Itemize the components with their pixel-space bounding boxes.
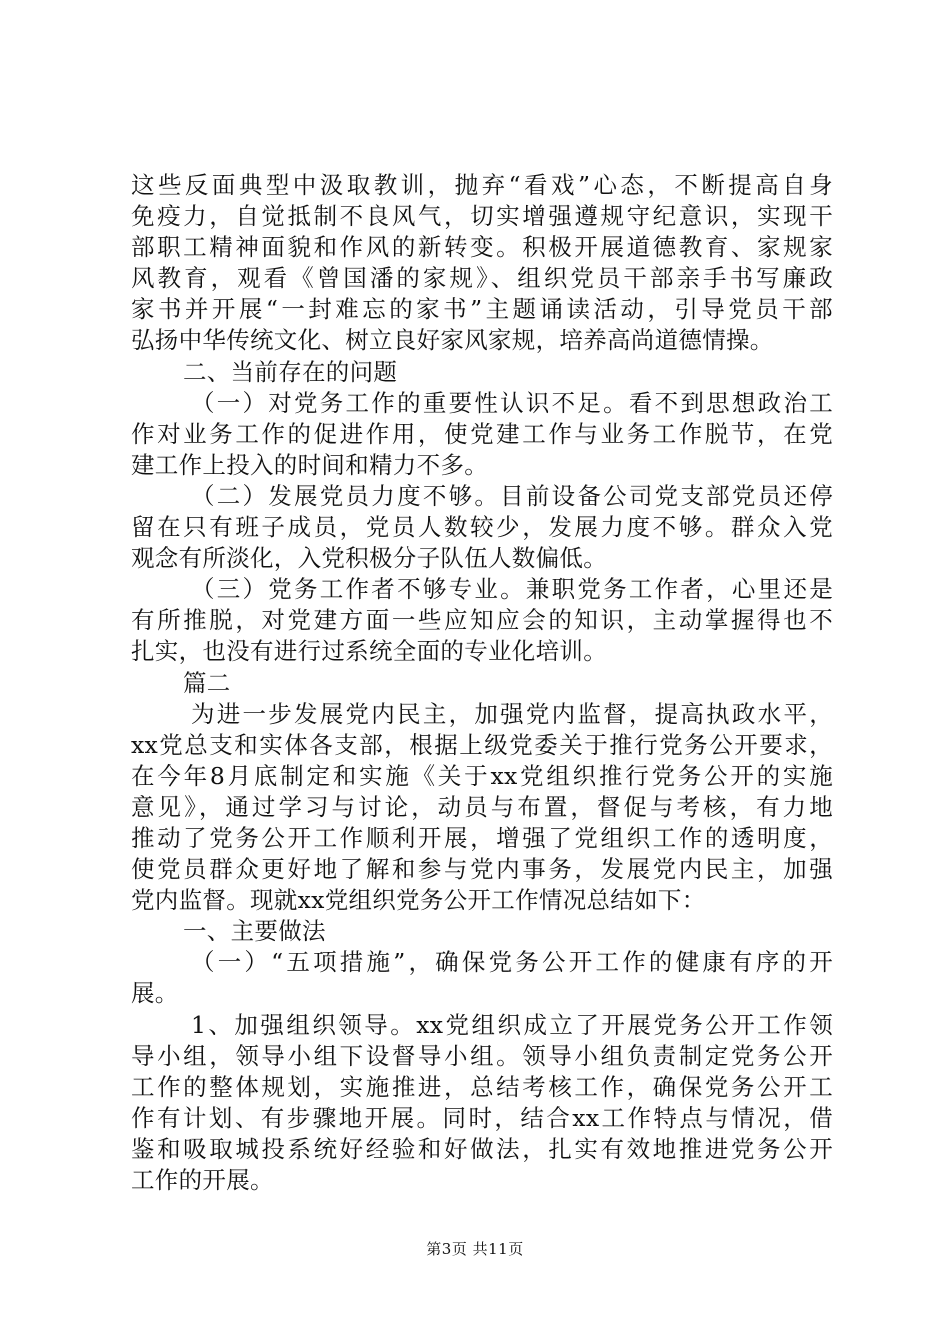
text-line: 部职工精神面貌和作风的新转变。积极开展道德教育、家规家 bbox=[131, 233, 833, 262]
text-line: 导小组，领导小组下设督导小组。领导小组负责制定党务公开 bbox=[131, 1041, 833, 1070]
text-line: 党内监督。现就xx党组织党务公开工作情况总结如下： bbox=[131, 886, 706, 915]
text-line: （一）“五项措施”，确保党务公开工作的健康有序的开 bbox=[191, 948, 833, 977]
text-line: 鉴和吸取城投系统好经验和好做法，扎实有效地推进党务公开 bbox=[131, 1134, 833, 1163]
text-line: 作有计划、有步骤地开展。同时，结合xx工作特点与情况，借 bbox=[131, 1103, 833, 1132]
text-line: 弘扬中华传统文化、树立良好家风家规，培养高尚道德情操。 bbox=[131, 326, 774, 355]
text-line: 作对业务工作的促进作用，使党建工作与业务工作脱节，在党 bbox=[131, 419, 833, 448]
text-line: 观念有所淡化，入党积极分子队伍人数偏低。 bbox=[131, 544, 607, 573]
text-line: 工作的开展。 bbox=[131, 1166, 274, 1194]
section-heading: 二、当前存在的问题 bbox=[183, 357, 398, 386]
section-heading: 篇二 bbox=[183, 668, 231, 697]
text-line: 为进一步发展党内民主，加强党内监督，提高执政水平， bbox=[191, 699, 833, 728]
text-line: 展。 bbox=[131, 979, 179, 1008]
text-line: 推动了党务公开工作顺利开展，增强了党组织工作的透明度， bbox=[131, 823, 833, 852]
text-line: 风教育，观看《曾国潘的家规》、组织党员干部亲手书写廉政 bbox=[131, 264, 833, 293]
page-footer: 第3页 共11页 bbox=[426, 1240, 524, 1258]
section-heading: 一、主要做法 bbox=[183, 917, 326, 946]
text-line: 1、加强组织领导。xx党组织成立了开展党务公开工作领 bbox=[191, 1010, 833, 1039]
text-line: 建工作上投入的时间和精力不多。 bbox=[131, 450, 488, 479]
text-line: （一）对党务工作的重要性认识不足。看不到思想政治工 bbox=[191, 388, 833, 417]
text-line: 留在只有班子成员，党员人数较少，发展力度不够。群众入党 bbox=[131, 513, 833, 542]
text-line: 这些反面典型中汲取教训，抛弃“看戏”心态，不断提高自身 bbox=[131, 171, 833, 199]
text-line: 家书并开展“一封难忘的家书”主题诵读活动，引导党员干部 bbox=[131, 295, 833, 324]
text-line: 工作的整体规划，实施推进，总结考核工作，确保党务公开工 bbox=[131, 1072, 833, 1101]
text-line: xx党总支和实体各支部，根据上级党委关于推行党务公开要求， bbox=[131, 730, 833, 759]
document-body bbox=[131, 170, 833, 1196]
text-line: 在今年8月底制定和实施《关于xx党组织推行党务公开的实施 bbox=[131, 761, 833, 790]
text-line: （二）发展党员力度不够。目前设备公司党支部党员还停 bbox=[191, 481, 833, 510]
text-line: 使党员群众更好地了解和参与党内事务，发展党内民主，加强 bbox=[131, 855, 833, 884]
text-line: （三）党务工作者不够专业。兼职党务工作者，心里还是 bbox=[191, 575, 833, 604]
text-line: 扎实，也没有进行过系统全面的专业化培训。 bbox=[131, 637, 607, 666]
text-line: 免疫力，自觉抵制不良风气，切实增强遵规守纪意识，实现干 bbox=[131, 202, 833, 231]
text-line: 意见》，通过学习与讨论，动员与布置，督促与考核，有力地 bbox=[131, 792, 833, 821]
text-line: 有所推脱，对党建方面一些应知应会的知识，主动掌握得也不 bbox=[131, 606, 833, 635]
